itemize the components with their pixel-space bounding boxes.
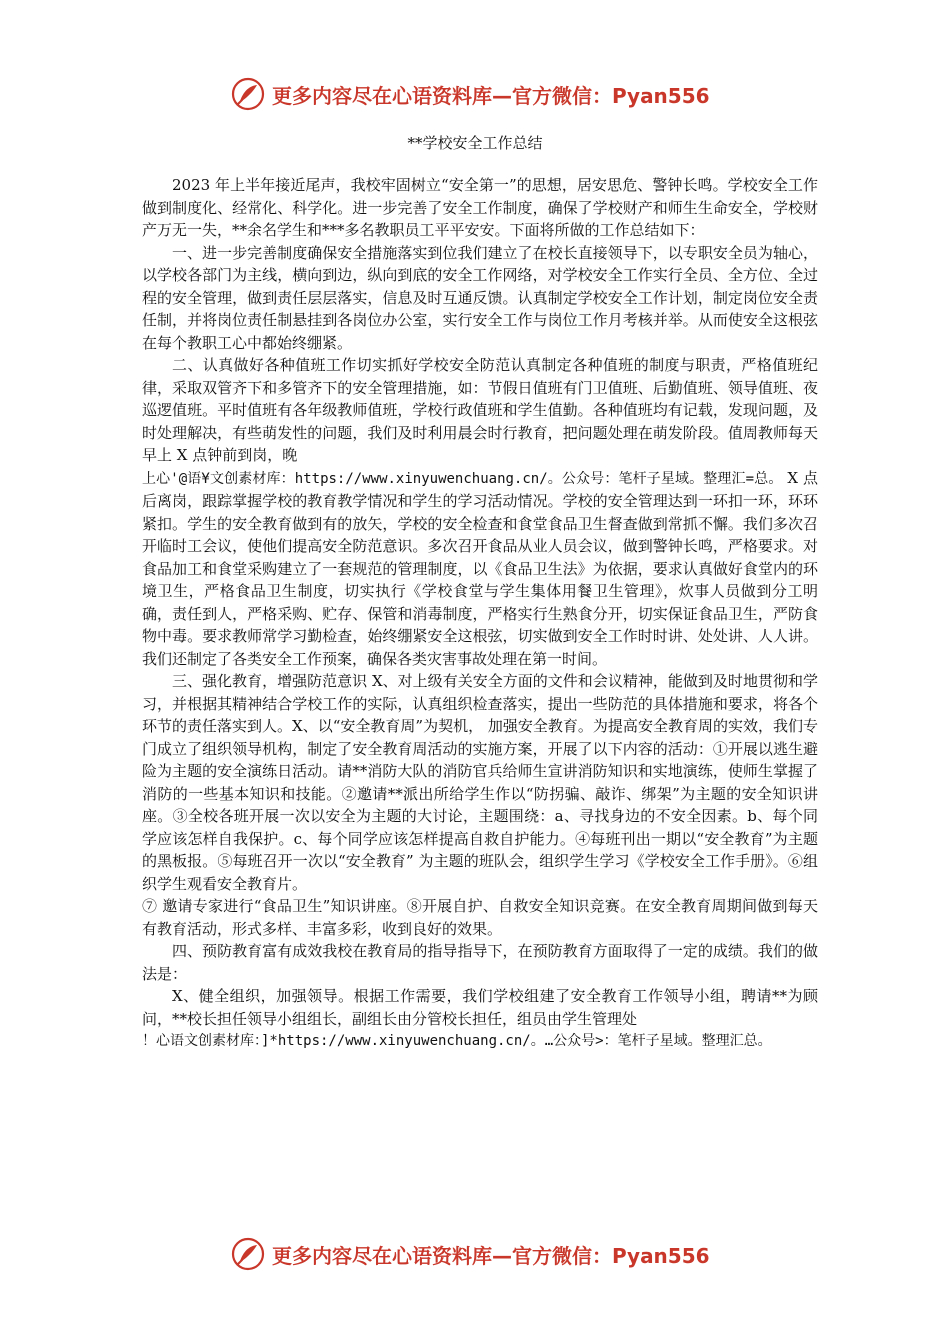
watermark-text-1: 上心'@语¥文创素材库：https://www.xinyuwenchuang.cn/。公众号：笔杆子星域。整理汇=总。 <box>142 470 783 487</box>
section-2-remainder: X 点后离岗，跟踪掌握学校的教育教学情况和学生的学习活动情况。学校的安全管理达到一环扣一环，环环紧扣。学生的安全教育做到有的放矢，学校的安全检查和食堂食品卫生督查做到常抓不懈。我们多次召开临时工会议，使他们提高安全防范意识。多次召开食品从业人员会议，做到警钟长鸣，严格要求。对食品加工和食堂采购建立了一套规范的管理制度，以《食品卫生法》为依据，要求认真做好食堂内的环境卫生，严格食品卫生制度，切实执行《学校食堂与学生集体用餐卫生管理》，炊事人员做到分工明确，责任到人，严格采购、贮存、保管和消毒制度，严格实行生熟食分开，切实保证食品卫生，严防食物中毒。要求教师常学习勤检查，始终绷紧安全这根弦，切实做到安全工作时时讲、处处讲、人人讲。我们还制定了各类安全工作预案，确保各类灾害事故处理在第一时间。 <box>142 468 819 668</box>
section-1-paragraph: 一、进一步完善制度确保安全措施落实到位我们建立了在校长直接领导下，以专职安全员为轴心，以学校各部门为主线，横向到边，纵向到底的安全工作网络，对学校安全工作实行全员、全方位、全过程的安全管理，做到责任层层落实，信息及时互通反馈。认真制定学校安全工作计划，制定岗位安全责任制，并将岗位责任制悬挂到各岗位办公室，实行安全工作与岗位工作月考核并举。从而使安全这根弦在每个教职工心中都始终绷紧。 <box>142 243 818 352</box>
page-title: **学校安全工作总结 <box>407 134 543 152</box>
intro-paragraph: 2023 年上半年接近尾声，我校牢固树立“安全第一”的思想，居安思危、警钟长鸣。学校安全工作做到制度化、经常化、科学化。进一步完善了安全工作制度，确保了学校财产和师生生命安全，学校财产万无一失，**余名学生和***多名教职员工平平安安。下面将所做的工作总结如下： <box>142 176 818 239</box>
section-2-continued <box>142 467 818 671</box>
section-3-paragraph: 三、强化教育，增强防范意识 X、对上级有关安全方面的文件和会议精神，能做到及时地贯彻和学习，并根据其精神结合学校工作的实际，认真组织检查落实，提出一些防范的具体措施和要求，将各个环节的责任落实到人。X、以“安全教育周”为契机， 加强安全教育。为提高安全教育周的实效，我们专门成立了组织领导机构，制定了安全教育周活动的实施方案，开展了以下内容的活动：①开展以逃生避险为主题的安全演练日活动。请**消防大队的消防官兵给师生宣讲消防知识和实地演练，使师生掌握了消防的一些基本知识和技能。②邀请**派出所给学生作以“防拐骗、敲诈、绑架”为主题的安全知识讲座。③全校各班开展一次以安全为主题的大讨论，主题围绕：a、寻找身边的不安全因素。b、每个同学应该怎样自我保护。c、每个同学应该怎样提高自救自护能力。④每班刊出一期以“安全教育”为主题的黑板报。⑤每班召开一次以“安全教育” 为主题的班队会，组织学生学习《学校安全工作手册》。⑥组织学生观看安全教育片。 <box>142 672 818 893</box>
section-2-paragraph: 二、认真做好各种值班工作切实抓好学校安全防范认真制定各种值班的制度与职责，严格值班纪律，采取双管齐下和多管齐下的安全管理措施，如：节假日值班有门卫值班、后勤值班、领导值班、夜巡逻值班。平时值班有各年级教师值班，学校行政值班和学生值勤。各种值班均有记载，发现问题，及时处理解决，有些萌发性的问题，我们及时利用晨会时行教育，把问题处理在萌发阶段。值周教师每天早上 X 点钟前到岗，晚 <box>142 356 818 464</box>
banner-text: 更多内容尽在心语资料库—官方微信：Pyan556 <box>272 83 710 108</box>
footer-banner <box>230 1234 750 1274</box>
document-body <box>142 174 818 1053</box>
pen-logo-icon <box>230 76 266 112</box>
section-4-paragraph: 四、预防教育富有成效我校在教育局的指导指导下，在预防教育方面取得了一定的成绩。我们的做法是： <box>142 942 818 983</box>
section-3-continued: ⑦ 邀请专家进行“食品卫生”知识讲座。⑧开展自护、自救安全知识竞赛。在安全教育周期间做到每天有教育活动，形式多样、丰富多彩，收到良好的效果。 <box>142 897 818 938</box>
pen-logo-icon <box>230 1236 266 1272</box>
banner-text: 更多内容尽在心语资料库—官方微信：Pyan556 <box>272 1243 710 1268</box>
section-4-item-1: X、健全组织，加强领导。根据工作需要，我们学校组建了安全教育工作领导小组，聘请**为顾问，**校长担任领导小组组长，副组长由分管校长担任，组员由学生管理处 <box>142 987 818 1028</box>
header-banner <box>230 74 750 114</box>
watermark-text-2: ！心语文创素材库：]*https://www.xinyuwenchuang.cn/。…公众号>：笔杆子星域。整理汇总。 <box>142 1033 772 1049</box>
